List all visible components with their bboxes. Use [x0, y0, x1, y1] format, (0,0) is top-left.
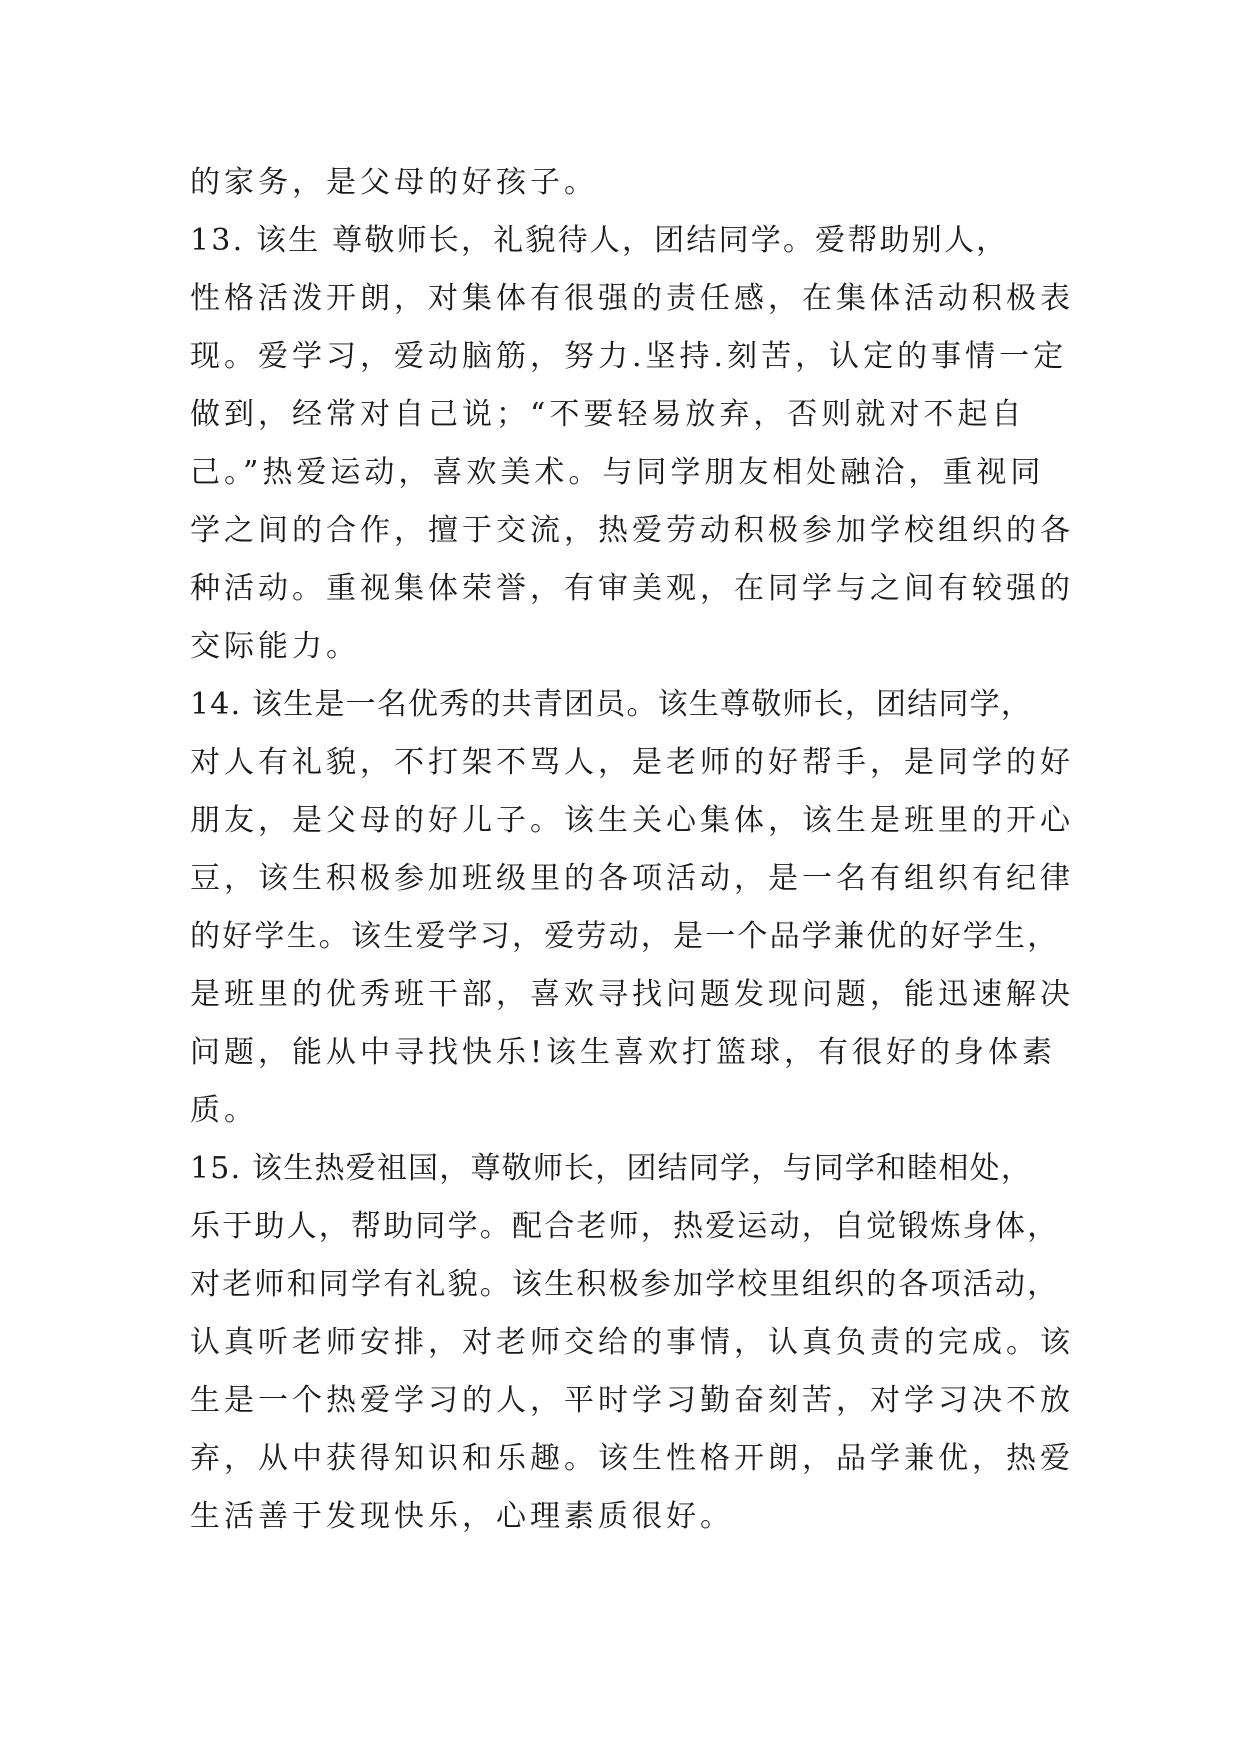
text-line: 种活动。重视集体荣誉，有审美观，在同学与之间有较强的 [190, 571, 1074, 606]
text-line: 问题，能从中寻找快乐!该生喜欢打篮球，有很好的身体素 [190, 1035, 1057, 1070]
text-line: 朋友，是父母的好儿子。该生关心集体，该生是班里的开心 [190, 803, 1074, 838]
text-line: 14. 该生是一名优秀的共青团员。该生尊敬师长，团结同学， [190, 687, 1033, 722]
text-line: 豆，该生积极参加班级里的各项活动，是一名有组织有纪律 [190, 861, 1074, 896]
text-line: 性格活泼开朗，对集体有很强的责任感，在集体活动积极表 [190, 281, 1074, 316]
text-line: 13. 该生 尊敬师长，礼貌待人，团结同学。爱帮助别人， [190, 223, 1009, 258]
text-line: 现。爱学习，爱动脑筋，努力.坚持.刻苦，认定的事情一定 [190, 339, 1068, 374]
text-line: 对老师和同学有礼貌。该生积极参加学校里组织的各项活动， [190, 1267, 1060, 1302]
text-line: 做到，经常对自己说；“不要轻易放弃，否则就对不起自 [190, 397, 1026, 432]
text-line: 的好学生。该生爱学习，爱劳动，是一个品学兼优的好学生， [190, 919, 1060, 954]
text-line: 15. 该生热爱祖国，尊敬师长，团结同学，与同学和睦相处， [190, 1151, 1033, 1186]
text-line: 是班里的优秀班干部，喜欢寻找问题发现问题，能迅速解决 [190, 977, 1074, 1012]
text-line: 对人有礼貌，不打架不骂人，是老师的好帮手，是同学的好 [190, 745, 1074, 780]
text-line: 乐于助人，帮助同学。配合老师，热爱运动，自觉锻炼身体， [190, 1209, 1060, 1244]
text-line: 弃，从中获得知识和乐趣。该生性格开朗，品学兼优，热爱 [190, 1441, 1074, 1476]
text-line: 己。”热爱运动，喜欢美术。与同学朋友相处融洽，重视同 [190, 455, 1045, 490]
text-line: 认真听老师安排，对老师交给的事情，认真负责的完成。该 [190, 1325, 1074, 1360]
text-line: 交际能力。 [190, 629, 360, 664]
text-line: 生活善于发现快乐，心理素质很好。 [190, 1499, 734, 1534]
text-line: 的家务，是父母的好孩子。 [190, 165, 598, 200]
text-line: 学之间的合作，擅于交流，热爱劳动积极参加学校组织的各 [190, 513, 1074, 548]
text-line: 质。 [190, 1093, 258, 1128]
text-line: 生是一个热爱学习的人，平时学习勤奋刻苦，对学习决不放 [190, 1383, 1074, 1418]
